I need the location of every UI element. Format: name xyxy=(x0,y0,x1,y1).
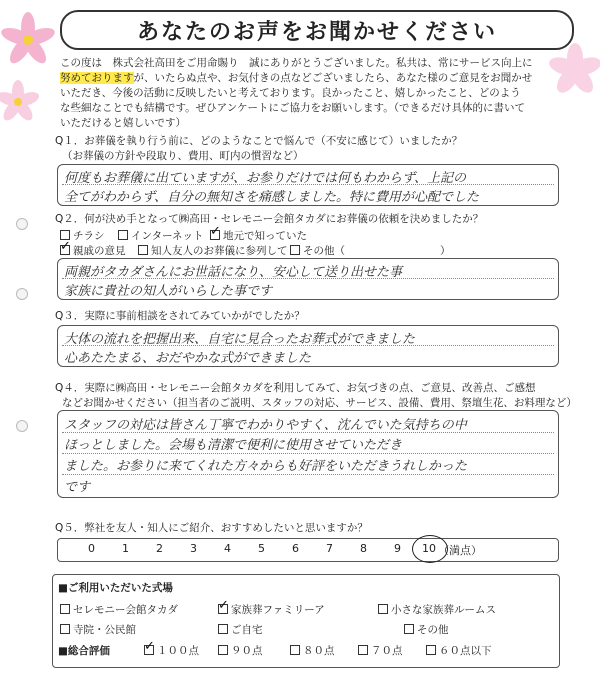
option-label: その他 xyxy=(417,624,449,636)
score-7[interactable]: 7 xyxy=(326,542,333,555)
q1-answer-line1: 何度もお葬儀に出ていますが、お参りだけでは何もわからず、上記の xyxy=(64,171,466,186)
venue-heading: ■ご利用いただいた式場 xyxy=(58,582,173,594)
q2-option-funeral[interactable] xyxy=(138,243,288,258)
q2-answer-line2: 家族に貴社の知人がいらした事です xyxy=(64,284,273,299)
option-label: １００点 xyxy=(157,645,199,657)
q4-answer-line4: です xyxy=(64,480,91,495)
option-label: 親戚の意見 xyxy=(73,245,126,257)
flower-decoration-icon xyxy=(0,0,60,150)
rating-option-70[interactable] xyxy=(358,643,403,658)
option-label: ７０点 xyxy=(371,645,403,657)
intro-text xyxy=(60,56,560,131)
checkbox-checked-icon xyxy=(210,230,220,240)
intro-highlight: 努めております xyxy=(60,72,134,84)
q4-sub: などお聞かせください（担当者のご説明、スタッフの対応、サービス、設備、費用、祭壇生花、お料理など） xyxy=(62,397,577,409)
q3-answer-line1: 大体の流れを把握出来、自宅に見合ったお葬式ができました xyxy=(64,332,416,347)
answer-rule xyxy=(62,432,554,433)
venue-option-home[interactable] xyxy=(218,622,263,637)
checkbox-icon xyxy=(138,245,148,255)
venue-option-rooms[interactable] xyxy=(378,602,496,617)
q2-option-other[interactable] xyxy=(290,243,345,258)
option-label: インターネット xyxy=(131,230,204,242)
checkbox-checked-icon xyxy=(60,245,70,255)
venue-option-other[interactable] xyxy=(404,622,449,637)
score-1[interactable]: 1 xyxy=(122,542,129,555)
intro-line: いただき、今後の活動に反映したいと考えております。良かったこと、嬉しかったこと、どのよう xyxy=(60,87,521,99)
checkbox-icon xyxy=(218,624,228,634)
binder-hole xyxy=(16,420,28,432)
q4-answer-line3: ました。お参りに来てくれた方々からも好評をいただきうれしかった xyxy=(64,459,468,474)
q1-answer-line2: 全てがわからず、自分の無知さを痛感しました。特に費用が心配でした xyxy=(64,190,479,205)
binder-hole xyxy=(16,288,28,300)
option-label: ９０点 xyxy=(231,645,263,657)
checkbox-icon xyxy=(404,624,414,634)
q1-question: Q１．お葬儀を執り行う前に、どのようなことで悩んで（不安に感じて）いましたか？ xyxy=(55,135,463,147)
q3-question: Q３．実際に事前相談をされてみていかがでしたか？ xyxy=(55,310,305,322)
option-label: その他（ xyxy=(303,245,345,257)
checkbox-icon xyxy=(378,604,388,614)
score-4[interactable]: 4 xyxy=(224,542,231,555)
q1-sub: （お葬儀の方針や段取り、費用、町内の慣習など） xyxy=(62,150,304,162)
answer-rule xyxy=(62,474,554,475)
option-label: 小さな家族葬ルームス xyxy=(391,604,496,616)
q2-option-relatives[interactable] xyxy=(60,243,126,258)
checkbox-icon xyxy=(118,230,128,240)
q1-answer-box[interactable] xyxy=(57,164,559,206)
q4-answer-box[interactable] xyxy=(57,410,559,498)
q4-answer-line2: ほっとしました。会場も清潔で便利に使用させていただき xyxy=(64,438,403,453)
rating-heading-label: 総合評価 xyxy=(67,645,110,657)
checkbox-checked-icon xyxy=(144,645,154,655)
binder-hole xyxy=(16,218,28,230)
q3-answer-line2: 心あたたまる、おだやかな式ができました xyxy=(64,351,312,366)
venue-option-temple[interactable] xyxy=(60,622,136,637)
score-5[interactable]: 5 xyxy=(258,542,265,555)
answer-rule xyxy=(62,453,554,454)
score-9[interactable]: 9 xyxy=(394,542,401,555)
q2-answer-box[interactable] xyxy=(57,258,559,300)
score-6[interactable]: 6 xyxy=(292,542,299,555)
intro-line xyxy=(60,71,560,86)
rating-option-80[interactable] xyxy=(290,643,335,658)
q5-score-box xyxy=(57,538,559,562)
rating-option-100[interactable] xyxy=(144,643,199,658)
rating-option-60-below[interactable] xyxy=(426,643,492,658)
q5-question: Q５．弊社を友人・知人にご紹介、おすすめしたいと思いますか？ xyxy=(55,522,368,534)
venue-option-takada[interactable] xyxy=(60,602,178,617)
q4-question: Q４．実際に㈱高田・セレモニー会館タカダを利用してみて、お気づきの点、ご意見、改善点、ご感想 xyxy=(55,382,536,394)
q2-answer-line1: 両親がタカダさんにお世話になり、安心して送り出せた事 xyxy=(64,265,403,280)
rating-heading: ■総合評価 xyxy=(58,645,110,657)
option-label: 寺院・公民館 xyxy=(73,624,136,636)
score-suffix: （満点） xyxy=(438,544,482,557)
page-title: あなたのお声をお聞かせください xyxy=(60,10,574,50)
checkbox-icon xyxy=(290,645,300,655)
q2-option-internet[interactable] xyxy=(118,228,204,243)
intro-line: この度は 株式会社高田をご用命賜り 誠にありがとうございました。私共は、常にサービス向上に xyxy=(60,57,533,69)
score-2[interactable]: 2 xyxy=(156,542,163,555)
score-0[interactable]: 0 xyxy=(88,542,95,555)
option-label: 知人友人のお葬儀に参列して xyxy=(151,245,288,257)
rating-option-90[interactable] xyxy=(218,643,263,658)
checkbox-icon xyxy=(426,645,436,655)
q4-answer-line1: スタッフの対応は皆さん丁寧でわかりやすく、沈んでいた気持ちの中 xyxy=(64,418,467,433)
option-label: ６０点以下 xyxy=(439,645,492,657)
checkbox-checked-icon xyxy=(218,604,228,614)
intro-line-rest: が、いたらぬ点や、お気付きの点などございましたら、あなた様のご意見をお聞かせ xyxy=(133,72,533,84)
score-3[interactable]: 3 xyxy=(190,542,197,555)
q3-answer-box[interactable] xyxy=(57,325,559,367)
checkbox-icon xyxy=(358,645,368,655)
intro-line: いただけると嬉しいです） xyxy=(60,117,186,129)
checkbox-icon xyxy=(60,604,70,614)
q2-other-close: ） xyxy=(440,245,451,257)
venue-option-familia[interactable] xyxy=(218,602,325,617)
answer-rule xyxy=(62,345,554,346)
option-label: 地元で知っていた xyxy=(223,230,307,242)
checkbox-icon xyxy=(290,245,300,255)
q2-option-local[interactable] xyxy=(210,228,307,243)
checkbox-icon xyxy=(60,624,70,634)
intro-line: な些細なことでも結構です。ぜひアンケートにご協力をお願いします。（できるだけ具体的に書いて xyxy=(60,102,525,114)
option-label: チラシ xyxy=(73,230,105,242)
option-label: ８０点 xyxy=(303,645,335,657)
option-label: 家族葬ファミリーア xyxy=(231,604,325,616)
score-10[interactable]: 10 xyxy=(422,542,436,555)
checkbox-icon xyxy=(218,645,228,655)
venue-heading-label: ご利用いただいた式場 xyxy=(67,582,173,594)
option-label: セレモニー会館タカダ xyxy=(73,604,178,616)
q2-question: Q２．何が決め手となって㈱高田・セレモニー会館タカダにお葬儀の依頼を決めましたか？ xyxy=(55,213,484,225)
answer-rule xyxy=(62,184,554,185)
score-8[interactable]: 8 xyxy=(360,542,367,555)
answer-rule xyxy=(62,278,554,279)
option-label: ご自宅 xyxy=(231,624,263,636)
